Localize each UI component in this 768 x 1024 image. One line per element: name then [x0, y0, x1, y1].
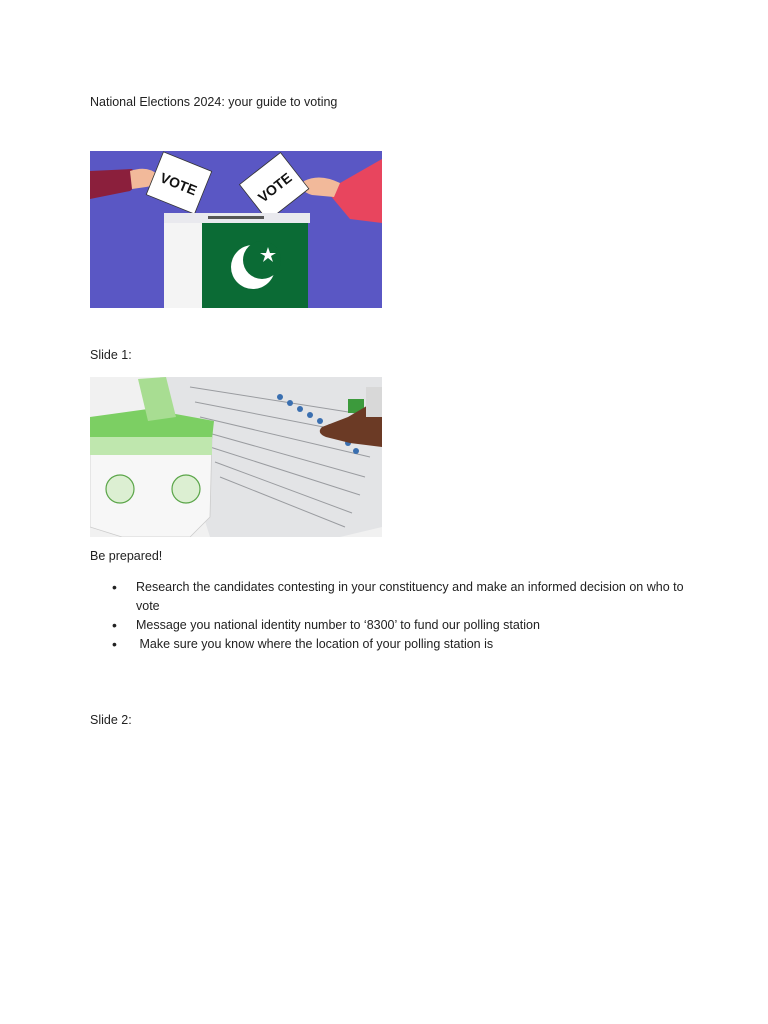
- list-item: [112, 616, 692, 635]
- crescent-inner: [243, 241, 281, 279]
- bullet-icon: •: [112, 636, 117, 652]
- ballot-left-text: VOTE: [157, 169, 200, 199]
- vote-illustration-image: [90, 151, 382, 308]
- ballot-box-band: [90, 437, 212, 455]
- list-item: [112, 635, 692, 654]
- document-title: National Elections 2024: your guide to voting: [90, 95, 338, 109]
- bullet-text: Research the candidates contesting in your constituency and make an informed decision on who to vote: [136, 580, 684, 613]
- slide-2-label: Slide 2:: [90, 713, 132, 727]
- be-prepared-heading: Be prepared!: [90, 549, 163, 563]
- flag-white-band: [164, 223, 202, 308]
- ballot-right-text: VOTE: [254, 169, 295, 206]
- emblem-right: [172, 475, 200, 503]
- bullet-icon: •: [112, 579, 117, 595]
- evm-photo-image: [90, 377, 382, 537]
- bullet-icon: •: [112, 617, 117, 633]
- ballot-slot: [208, 216, 264, 219]
- slide-1-label: Slide 1:: [90, 348, 132, 362]
- list-item: [112, 578, 692, 616]
- bullet-text: Message you national identity number to ‘8300’ to fund our polling station: [136, 618, 540, 632]
- hand-sleeve: [366, 387, 382, 417]
- bullet-text: Make sure you know where the location of your polling station is: [136, 637, 494, 651]
- preparation-list: [112, 578, 692, 654]
- emblem-left: [106, 475, 134, 503]
